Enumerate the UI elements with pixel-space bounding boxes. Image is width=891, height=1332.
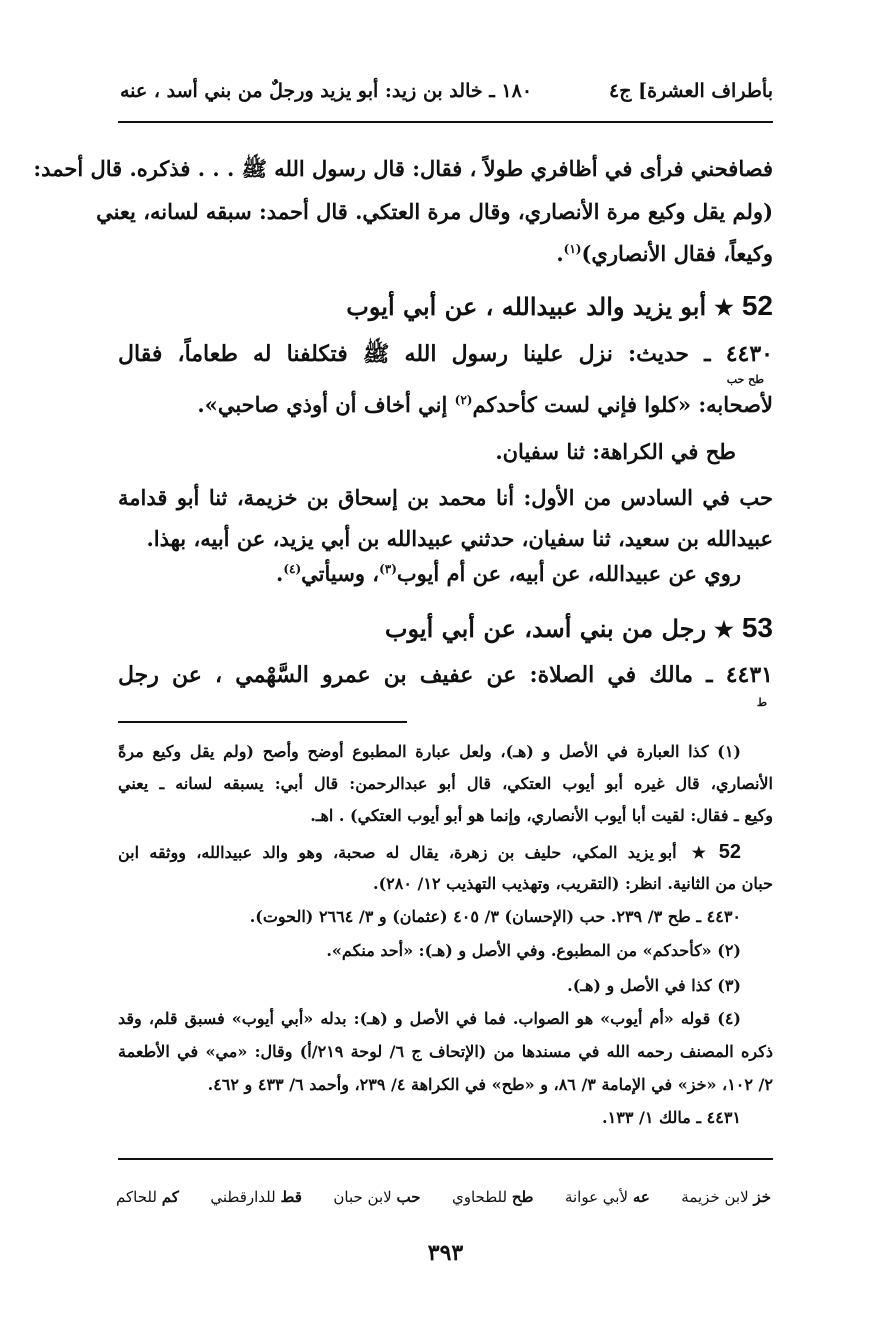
page-number: ٣٩٣ [427,1240,464,1266]
footer-rule [118,1158,773,1160]
section-53-heading [118,614,773,642]
abbreviations-legend [116,1188,771,1206]
body-line-2: (ولم يقل وكيع مرة الأنصاري، وقال مرة العتكي. قال أحمد: سبقه لسانه، يعني [96,199,773,224]
footnote-1-line-2: الأنصاري، قال غيره أبو أيوب العتكي، قال أبو عبدالرحمن: قال أبي: يسبقه لسانه ـ يعني [118,774,773,793]
footnote-2-line-1: 52★ أبو يزيد المكي، حليف بن زهرة، يقال له صحبة، وهو والد عبيدالله، ووثقه ابن [118,841,742,863]
footnote-ref: (٤) [283,562,302,576]
section-52-heading [118,292,773,320]
hadith-4430-line-3: طح في الكراهة: ثنا سفيان. [495,439,736,464]
footnote-1-line-3: وكيع ـ فقال: لقيت أبا أيوب الأنصاري، وإنما هو أبو أيوب العتكي) . اهـ. [310,806,773,825]
source-mark: طح حب [726,373,764,386]
source-mark: ط [756,696,767,709]
section-title: رجل من بني أسد، عن أبي أيوب [384,614,707,643]
hadith-4430-line-2: لأصحابه: «كلوا فإني لست كأحدكم$^{(٢)}$ إني أخاف أن أوذي صاحبي». [197,392,773,417]
footnote-ref: (١) [563,242,582,256]
section-title: أبو يزيد والد عبيدالله ، عن أبي أيوب [346,292,707,321]
footnote-1-line-1: (١) كذا العبارة في الأصل و (هـ)، ولعل عبارة المطبوع أوضح وأصح (ولم يقل وكيع مرةً [118,742,741,761]
star-icon: ★ [686,843,711,862]
header-rule [118,121,773,123]
abbr-item: كم للحاكم [116,1188,179,1206]
hadith-4430-line-6: روي عن عبيدالله، عن أبيه، عن أم أيوب$^{(٣)}$، وسيأتي$^{(٤)}$. [276,561,741,586]
star-icon: ★ [714,295,734,321]
footnote-3: ٤٤٣٠ ـ طح ٣/ ٢٣٩. حب (الإحسان) ٣/ ٤٠٥ (عثمان) و ٣/ ٢٦٦٤ (الحوت). [249,907,741,926]
hadith-4430-line-4: حب في السادس من الأول: أنا محمد بن إسحاق بن خزيمة، ثنا أبو قدامة [118,485,773,510]
footnote-7: ٤٤٣١ ـ مالك ١/ ١٣٣. [602,1108,741,1127]
abbr-item: قط للدارقطني [210,1188,302,1206]
body-text: وكيعاً، فقال الأنصاري) [581,241,773,266]
footnote-6-line-3: ٢/ ١٠٢، «خز» في الإمامة ٣/ ٨٦، و «طح» في الكراهة ٤/ ٢٣٩، وأحمد ٦/ ٤٣٣ و ٤٦٢. [207,1075,773,1094]
section-number: 52 [741,290,773,321]
header-left: ١٨٠ ـ خالد بن زيد: أبو يزيد ورجلٌ من بني أسد ، عنه [120,80,533,102]
footnote-4: (٢) «كأحدكم» من المطبوع. وفي الأصل و (هـ): «أحد منكم». [326,941,741,960]
abbr-item: خز لابن خزيمة [681,1188,771,1206]
footnote-5: (٣) كذا في الأصل و (هـ). [567,976,741,995]
footnote-rule [118,721,407,723]
body-line-3: وكيعاً، فقال الأنصاري)$^{(١)}$. [556,241,773,266]
header-right: بأطراف العشرة] ج٤ [609,80,773,102]
running-header [120,74,773,108]
star-icon: ★ [714,617,734,643]
hadith-4431-line-1: ٤٤٣١ ـ مالك في الصلاة: عن عفيف بن عمرو السَّهْمي ، عن رجل [118,662,773,688]
footnote-6-line-2: ذكره المصنف رحمه الله في مسندها من (الإتحاف ج ٦/ لوحة ٢١٩/أ) وقال: «مي» في الأطعمة [118,1042,774,1061]
abbr-item: حب لابن حبان [333,1188,421,1206]
abbr-item: طح للطحاوي [451,1188,534,1206]
section-number: 52 [718,841,742,863]
body-line-1: فصافحني فرأى في أظافري طولاً ، فقال: قال رسول الله ﷺ . . . فذكره. قال أحمد: [33,156,773,181]
hadith-4430-line-1: ٤٤٣٠ ـ حديث: نزل علينا رسول الله ﷺ فتكلفنا له طعاماً، فقال [118,341,773,367]
abbr-item: عه لأبي عوانة [564,1188,650,1206]
footnote-2-line-2: حبان من الثانية. انظر: (التقريب، وتهذيب التهذيب ١٢/ ٢٨٠). [373,874,773,893]
footnote-ref: (٣) [379,562,397,576]
footnote-6-line-1: (٤) قوله «أم أيوب» هو الصواب. فما في الأصل و (هـ): بدله «أبي أيوب» فسبق قلم، وقد [118,1009,741,1028]
section-number: 53 [741,612,773,643]
hadith-4430-line-5: عبيدالله بن سعيد، ثنا سفيان، حدثني عبيدالله بن أبي يزيد، عن أبيه، بهذا. [146,526,773,551]
footnote-ref: (٢) [454,393,473,407]
